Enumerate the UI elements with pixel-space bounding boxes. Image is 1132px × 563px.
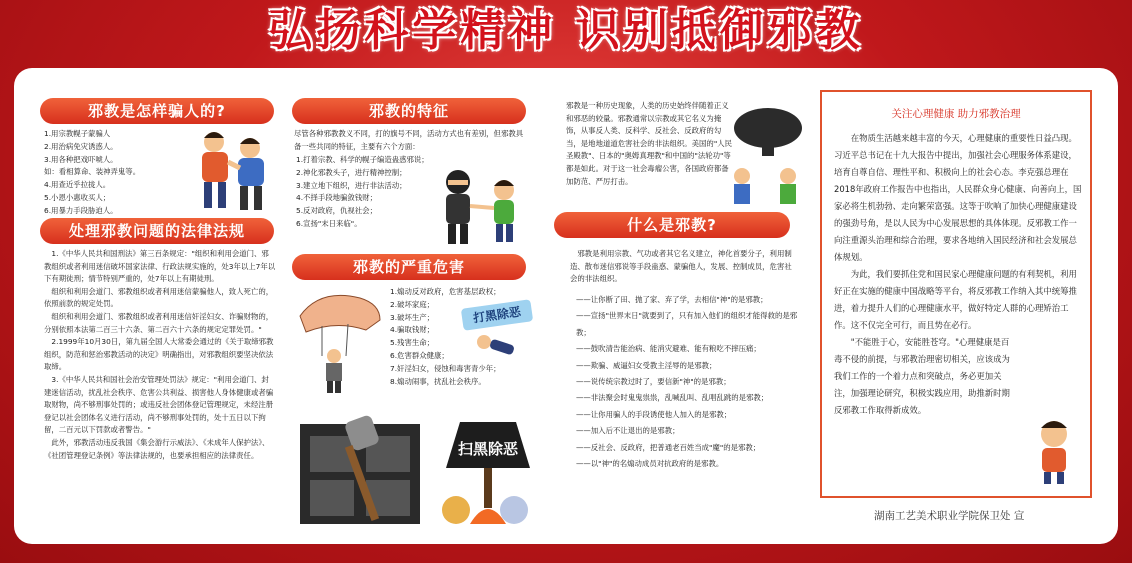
section-title-serious-harm: 邪教的严重危害 — [292, 254, 526, 280]
list-item: 5.残害生命； — [390, 338, 435, 348]
list-item: 4.骗取钱财； — [390, 325, 435, 335]
crushed-figure-icon — [470, 330, 520, 368]
puppet-master-hand-illustration — [292, 286, 386, 394]
paragraph: 为此，我们要抓住党和国民家心理健康问题的有利契机，利用好正在实施的健康中国战略等平台，将反邪教工作纳入其中统筹推进，着力提升人们的心理健康水平，做好特定人群的心理矫治工作。这不仅完全可行，而且势在必行。 — [834, 269, 1077, 330]
list-item: 6.宣扬"末日来临"。 — [296, 218, 362, 228]
list-item: 3.用各种把戏吓唬人。 — [44, 154, 118, 164]
list-item: ——让你断了田、抛了家、弃了学，去相信"神"的是邪教； — [576, 295, 768, 304]
hammer-smashing-cult-text-graphic — [296, 414, 424, 532]
paragraph: 2.1999年10月30日，第九届全国人大常委会通过的《关于取缔邪教组织，防范和惩治邪教活动的决定》明确指出，对邪教组织要坚决依法取缔。 — [44, 337, 274, 372]
list-item: ——宣扬"世界末日"就要到了，只有加入他们的组织才能得救的是邪教； — [576, 311, 798, 337]
section-title-how-cults-deceive: 邪教是怎样骗人的? — [40, 98, 274, 124]
cult-organization-bomb-illustration — [722, 102, 814, 210]
poster-board — [14, 68, 1118, 544]
panel-body — [834, 130, 1082, 419]
list-item: 2.破坏家庭； — [390, 299, 435, 309]
list-item: ——加入后不让退出的是邪教； — [576, 426, 680, 436]
page-title: 弘扬科学精神 识别抵御邪教 — [268, 5, 864, 56]
list-item: 5.反对政府，仇视社会； — [296, 206, 377, 216]
fighting-people-illustration — [180, 128, 276, 218]
list-item: ——欺骗、威逼妇女受教主淫辱的是邪教； — [576, 360, 717, 370]
list-item: 3.破坏生产； — [390, 312, 435, 322]
list-item: 2.用治病免灾诱惑人。 — [44, 141, 118, 151]
what-is-cult-intro: 邪教是一种历史现象，人类的历史始终伴随着正义和邪恶的较量。邪教通常以宗教或其它名义为掩饰，从事反人类、反科学、反社会、反政府的勾当，是地地道道危害社会的非法组织。美国的"人民圣殿教"、日本的"奥姆真理教"和中国的"法轮功"等都是如此。对于这一社会毒瘤公害，各国政府都备加防范、严厉打击。 — [566, 101, 732, 186]
panel-title: 关注心理健康 助力邪教治理 — [891, 108, 1021, 120]
cult-identification-list — [576, 292, 802, 472]
list-item: ——非法聚会时鬼鬼祟祟，乱喊乱叫、乱唱乱跳的是邪教； — [576, 393, 769, 403]
list-item: ——说传统宗教过时了，要信新"神"的是邪教； — [576, 377, 731, 387]
list-item: 3.建立地下组织，进行非法活动； — [296, 180, 407, 190]
mental-health-panel — [820, 90, 1092, 498]
stamp-text: 扫黑除恶 — [457, 440, 519, 458]
paragraph: 此外，邪教活动违反我国《集会游行示威法》、《未成年人保护法》、《社团管理登记条例》等法律法规的，也要承担相应的法律责任。 — [44, 437, 270, 460]
list-item: 6.用暴力手段胁迫人。 — [44, 205, 118, 215]
section-title-cult-characteristics: 邪教的特征 — [292, 98, 526, 124]
list-item: 7.奸淫妇女，侵蚀和毒害青少年； — [390, 363, 501, 373]
crackdown-banner: 打黑除恶 — [461, 299, 533, 331]
list-item: 4.不择手段地骗敛钱财； — [296, 193, 377, 203]
list-item: ——鼓吹清告能治病、能消灾避难、能有粮吃不摔压痛； — [576, 344, 761, 354]
list-item: 1.打着宗教、科学的幌子编造蛊惑邪说； — [296, 155, 429, 164]
footer-credit: 湖南工艺美术职业学院保卫处 宣 — [874, 510, 1025, 522]
worried-person-illustration — [1028, 418, 1082, 484]
paragraph: 组织和利用会道门、邪教组织或者利用迷信蒙骗他人，致人死亡的，依照前款的规定处罚。 — [44, 286, 274, 309]
thief-and-child-illustration — [434, 166, 526, 246]
list-item: 1.用宗教幌子蒙骗人 — [44, 129, 111, 138]
anti-crime-hammer-and-fire-graphic — [434, 414, 538, 532]
list-item: ——以"神"的名煽动成员对抗政府的是邪教。 — [576, 459, 724, 469]
list-item: 4.用查近乎拉拢人。 — [44, 180, 111, 190]
section-title-legal-regulations: 处理邪教问题的法律法规 — [40, 218, 274, 244]
characteristics-intro: 尽管各种邪教教义不同，打的旗号不同，活动方式也有差别，但邪教具备一些共同的特征，主要有六个方面： — [294, 129, 524, 151]
list-item: 6.危害群众健康； — [390, 350, 449, 360]
paragraph: "不能胜于心，安能胜苍穹。"心理健康是百毒不侵的前提，与邪教治理密切相关，应该成为我们工作的一个着力点和突破点，务必更加关注，加强理论研究，积极实践应用，助推新时期反邪教工作取得新成效。 — [834, 337, 1010, 415]
deception-list — [44, 128, 194, 218]
list-item: 2.神化邪教头子，进行精神控制； — [296, 167, 407, 177]
paragraph: 在物质生活越来越丰富的今天，心理健康的重要性日益凸现。习近平总书记在十九大报告中提出，加强社会心理服务体系建设，培育自尊自信、理性平和、积极向上的社会心态。李克强总理在2018年政府工作报告中也指出，人民群众身心健康、向善向上，国家必将生机勃勃、走向繁荣富强。这等于吹响了加快心理健康建设的强劲号角，是以人民为中心发展思想的具体体现。反邪教工作一向注重源头治理和综合治理，要求各地纳入国民经济和社会发展总体规划。 — [834, 133, 1082, 262]
characteristics-list — [296, 154, 446, 231]
list-item: ——反社会、反政府，把普通老百姓当成"魔"的是邪教； — [576, 442, 761, 452]
list-item: 5.小恩小惠收买人； — [44, 192, 111, 202]
paragraph: 组织和利用会道门、邪教组织或者利用迷信奸淫妇女、诈骗财物的，分别依照本法第二百三十六条、第二百六十六条的规定定罪处罚。" — [44, 311, 274, 334]
list-item: ——让你用骗人的手段诱使他人加入的是邪教； — [576, 409, 732, 419]
list-item: 8.煽动闹事，扰乱社会秩序。 — [390, 376, 486, 386]
list-item: 1.煽动反对政府，危害基层政权； — [390, 287, 501, 296]
list-item: 如：看相算命、装神弄鬼等。 — [44, 167, 141, 177]
section-title-what-is-cult: 什么是邪教? — [554, 212, 790, 238]
legal-regulations-text — [44, 248, 276, 462]
paragraph: 1.《中华人民共和国刑法》第三百条规定："组织和利用会道门、邪教组织或者利用迷信破坏国家法律、行政法规实施的，处3年以上7年以下有期徒刑；情节特别严重的，处7年以上有期徒刑。 — [44, 249, 276, 284]
cult-definition: 邪教是利用宗教、气功或者其它名义建立，神化首要分子，利用制造、散布迷信邪说等手段蛊惑、蒙骗他人，发展、控制成员，危害社会的非法组织。 — [570, 249, 792, 284]
paragraph: 3.《中华人民共和国社会治安管理处罚法》规定："利用会道门、封建迷信活动，扰乱社会秩序、危害公共利益、损害他人身体健康或者骗取财物，尚不够刑事处罚的；或违反社会团体登记管理规定，未经注册登记以社会团体名义进行活动，尚不够刑事处罚的，处十五日以下拘留，二百元以下罚款或者警告。" — [44, 374, 274, 435]
